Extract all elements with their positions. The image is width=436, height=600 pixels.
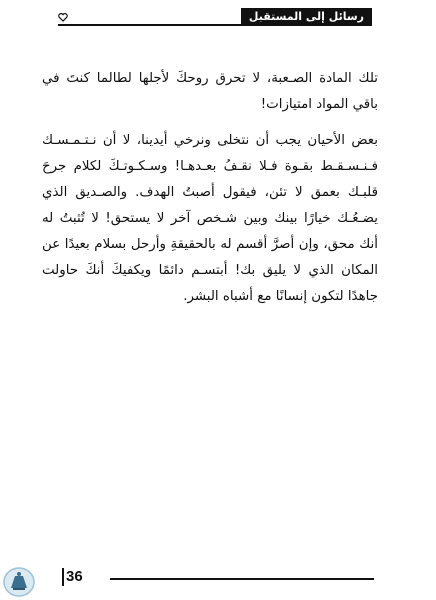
book-title: رسائل إلى المستقبل — [241, 8, 372, 26]
body-text — [42, 66, 378, 320]
paragraph: تلك المادة الصـعبة، لا تحرق روحكَ لأجلها لطالما كنتَ في باقي المواد امتيازات! — [42, 71, 378, 112]
page-number-bar — [62, 568, 64, 586]
page-number: 36 — [66, 568, 83, 585]
page-header — [58, 8, 372, 30]
footer-rule — [110, 578, 374, 580]
book-logo-icon — [2, 566, 36, 598]
paragraph: بعض الأحيان يجب أن نتخلى ونرخي أيدينا، لا أن نـتـمـسـك فـنـسـقـط بقـوة فـلا نقـفُ بعـدهـا! وسـكـوتـكَ لكلام جرحَ قلبـك بعمق لا تئن، فيقول أصبتُ الهدف. والصـديق الذي يضـعُـك خيارًا بينك وبين شـخص آخر لا يستحق! لا تُثبتُ له أنك محق، وإن أصرَّ أقسم له بالحقيقةِ وأرحل بسلام بعيدًا عن المكان الذي لا يليق بك! أبتسـم دائمًا ويكفيكَ أنكَ حاولت جاهدًا لتكون إنسانًا مع أشباه البشر. — [42, 133, 378, 304]
heart-icon — [58, 12, 68, 22]
